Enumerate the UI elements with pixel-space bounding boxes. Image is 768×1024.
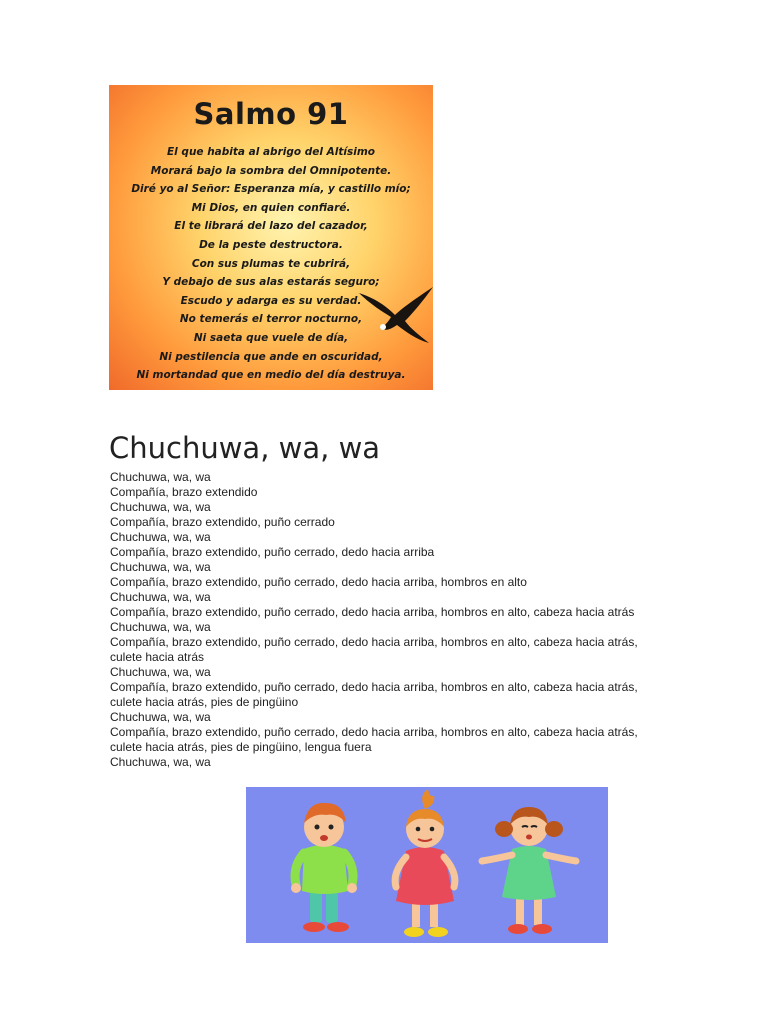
lyric-line: Compañía, brazo extendido [110,485,258,499]
lyric-line: Compañía, brazo extendido, puño cerrado, dedo hacia arriba, hombros en alto, cabeza hacia atrás, culete hacia atrás [110,635,638,664]
girl-figure [482,807,576,934]
lyric-line: Chuchuwa, wa, wa [110,665,211,679]
lyric-line: Chuchuwa, wa, wa [110,560,211,574]
psalm-line: Ni saeta que vuele de día, [193,331,349,344]
psalm-91-image [109,85,433,390]
lyric-line: Chuchuwa, wa, wa [110,755,211,769]
lyric-line: Chuchuwa, wa, wa [110,710,211,724]
psalm-line: Con sus plumas te cubrirá, [191,257,351,270]
lyric-line: Compañía, brazo extendido, puño cerrado, dedo hacia arriba, hombros en alto, cabeza hacia atrás, culete hacia atrás, pies de pingüino, lengua fuera [110,725,638,754]
psalm-line: Mi Dios, en quien confiaré. [191,201,351,214]
song-title: Chuchuwa, wa, wa [109,431,381,465]
lyric-line: Compañía, brazo extendido, puño cerrado, dedo hacia arriba, hombros en alto, cabeza hacia atrás [110,605,635,619]
song-lyrics [110,470,650,770]
girl-figure [395,789,455,937]
psalm-line: Diré yo al Señor: Esperanza mía, y castillo mío; [131,183,411,196]
psalm-line: Ni mortandad que en medio del día destruya. [136,369,406,382]
psalm-line: Ni pestilencia que ande en oscuridad, [159,350,383,363]
lyric-line: Chuchuwa, wa, wa [110,620,211,634]
psalm-line: Morará bajo la sombra del Omnipotente. [150,164,392,177]
psalm-line: Escudo y adarga es su verdad. [180,294,362,307]
lyric-line: Compañía, brazo extendido, puño cerrado, dedo hacia arriba, hombros en alto, cabeza hacia atrás, culete hacia atrás, pies de pingüino [110,680,638,709]
psalm-verses [109,143,433,385]
lyric-line: Compañía, brazo extendido, puño cerrado, dedo hacia arriba, hombros en alto [110,575,527,589]
psalm-line: El que habita al abrigo del Altísimo [167,146,375,158]
eagle-icon [357,285,433,345]
kids-illustration [246,787,608,943]
lyric-line: Compañía, brazo extendido, puño cerrado, dedo hacia arriba [110,545,435,559]
lyric-line: Compañía, brazo extendido, puño cerrado [110,515,335,529]
psalm-line: No temerás el terror nocturno, [179,313,363,326]
boy-figure [291,803,357,932]
lyric-line: Chuchuwa, wa, wa [110,470,211,484]
lyric-line: Chuchuwa, wa, wa [110,500,211,514]
lyric-line: Chuchuwa, wa, wa [110,530,211,544]
cartoon-children-icon [246,787,608,943]
lyric-line: Chuchuwa, wa, wa [110,590,211,604]
psalm-title: Salmo 91 [193,97,349,131]
psalm-line: De la peste destructora. [199,238,343,251]
psalm-line: Y debajo de sus alas estarás seguro; [162,276,380,289]
psalm-line: El te librará del lazo del cazador, [174,220,368,233]
